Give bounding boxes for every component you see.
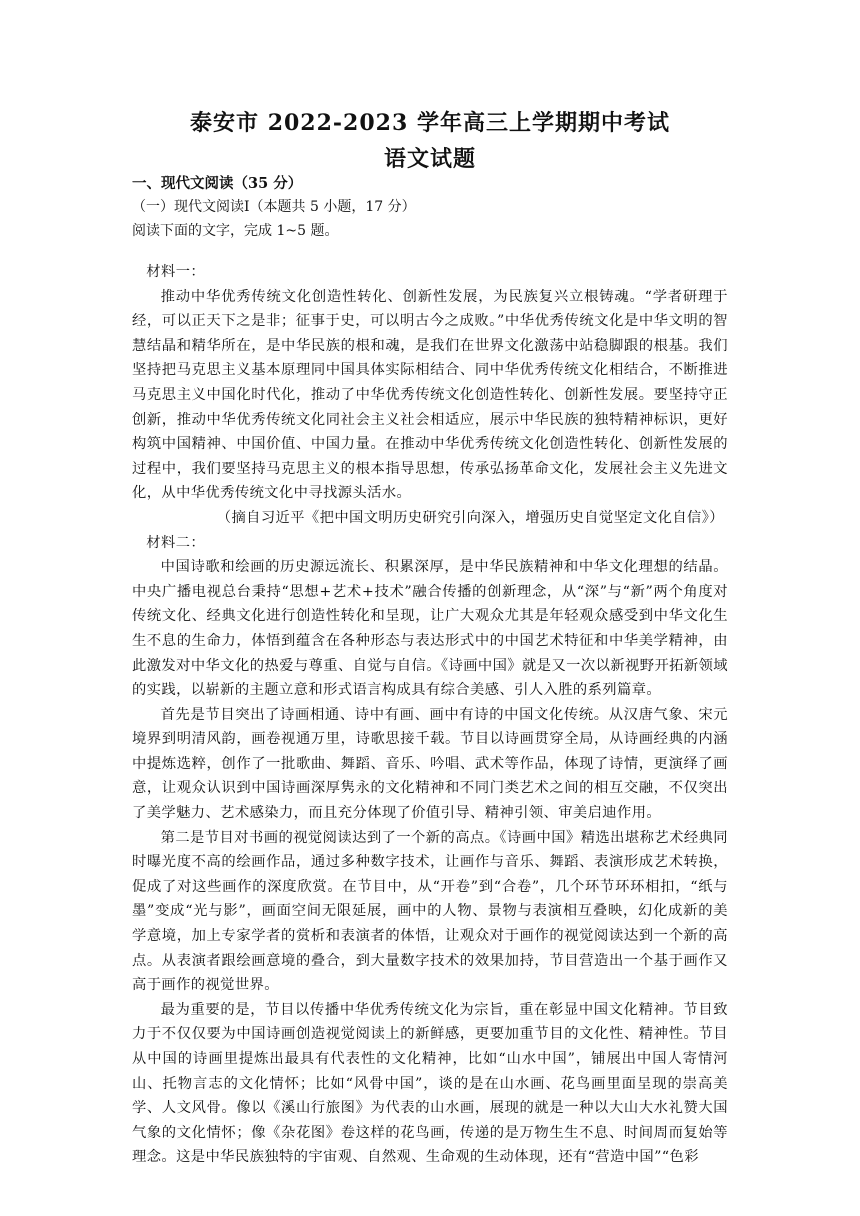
reading-instruction: 阅读下面的文字，完成 1~5 题。	[132, 223, 339, 239]
exam-title: 泰安市 2022-2023 学年高三上学期期中考试	[190, 110, 670, 136]
material-1-label: 材料一：	[146, 264, 206, 280]
material-2-paragraph: 最为重要的是，节目以传播中华优秀传统文化为宗旨，重在彰显中国文化精神。节目致力于不仅仅要为中国诗画创造视觉阅读上的新鲜感，更要加重节目的文化性、精神性。节目从中国的诗画里提炼出最具有代表性的文化精神，比如“山水中国”，铺展出中国人寄情河山、托物言志的文化情怀；比如“风骨中国”，谈的是在山水画、花鸟画里面呈现的崇高美学、人文风骨。像以《溪山行旅图》为代表的山水画，展现的就是一种以大山大水礼赞大国气象的文化情怀；像《杂花图》卷这样的花鸟画，传递的是万物生生不息、时间周而复始等理念。这是中华民族独特的宇宙观、自然观、生命观的生动体现，还有“营造中国”“色彩	[132, 1001, 728, 1166]
material-2-paragraph: 中国诗歌和绘画的历史源远流长、积累深厚，是中华民族精神和中华文化理想的结晶。中央广播电视总台秉持“思想+艺术+技术”融合传播的创新理念，从“深”与“新”两个角度对传统文化、经典文化进行创造性转化和呈现，让广大观众尤其是年轻观众感受到中华文化生生不息的生命力，体悟到蕴含在各种形态与表达形式中的中国艺术特征和中华美学精神，由此激发对中华文化的热爱与尊重、自觉与自信。《诗画中国》就是又一次以新视野开拓新领域的实践，以崭新的主题立意和形式语言构成具有综合美感、引人入胜的系列篇章。	[132, 559, 728, 699]
section-heading: 一、现代文阅读（35 分）	[132, 175, 303, 192]
exam-subtitle: 语文试题	[383, 146, 476, 172]
section-subheading: （一）现代文阅读Ⅰ（本题共 5 小题，17 分）	[132, 199, 416, 215]
material-1-paragraph: 推动中华优秀传统文化创造性转化、创新性发展，为民族复兴立根铸魂。“学者研理于经，可以正天下之是非；征事于史，可以明古今之成败。”中华优秀传统文化是中华文明的智慧结晶和精华所在，是中华民族的根和魂，是我们在世界文化激荡中站稳脚跟的根基。我们坚持把马克思主义基本原理同中国具体实际相结合、同中华优秀传统文化相结合，不断推进马克思主义中国化时代化，推动了中华优秀传统文化创造性转化、创新性发展。要坚持守正创新，推动中华优秀传统文化同社会主义社会相适应，展示中华民族的独特精神标识，更好构筑中国精神、中国价值、中国力量。在推动中华优秀传统文化创造性转化、创新性发展的过程中，我们要坚持马克思主义的根本指导思想，传承弘扬革命文化，发展社会主义先进文化，从中华优秀传统文化中寻找源头活水。	[132, 288, 728, 502]
material-1-source: （摘自习近平《把中国文明历史研究引向深入，增强历史自觉坚定文化自信》）	[216, 509, 724, 526]
material-2-paragraph: 首先是节目突出了诗画相通、诗中有画、画中有诗的中国文化传统。从汉唐气象、宋元境界到明清风韵，画卷视通万里，诗歌思接千载。节目以诗画贯穿全局，从诗画经典的内涵中提炼选粹，创作了一批歌曲、舞蹈、音乐、吟唱、武术等作品，体现了诗情，更演绎了画意，让观众认识到中国诗画深厚隽永的文化精神和不同门类艺术之间的相互交融，不仅突出了美学魅力、艺术感染力，而且充分体现了价值引导、精神引领、审美启迪作用。	[132, 706, 728, 822]
reading-passage	[132, 260, 728, 1170]
material-2-paragraph: 第二是节目对书画的视觉阅读达到了一个新的高点。《诗画中国》精选出堪称艺术经典同时曝光度不高的绘画作品，通过多种数字技术，让画作与音乐、舞蹈、表演形成艺术转换，促成了对这些画作的深度欣赏。在节目中，从“开卷”到“合卷”，几个环节环环相扣，“纸与墨”变成“光与影”，画面空间无限延展，画中的人物、景物与表演相互叠映，幻化成新的美学意境，加上专家学者的赏析和表演者的体悟，让观众对于画作的视觉阅读达到一个新的高点。从表演者跟绘画意境的叠合，到大量数字技术的效果加持，节目营造出一个基于画作又高于画作的视觉世界。	[132, 829, 728, 994]
material-2-label: 材料二：	[146, 534, 206, 551]
